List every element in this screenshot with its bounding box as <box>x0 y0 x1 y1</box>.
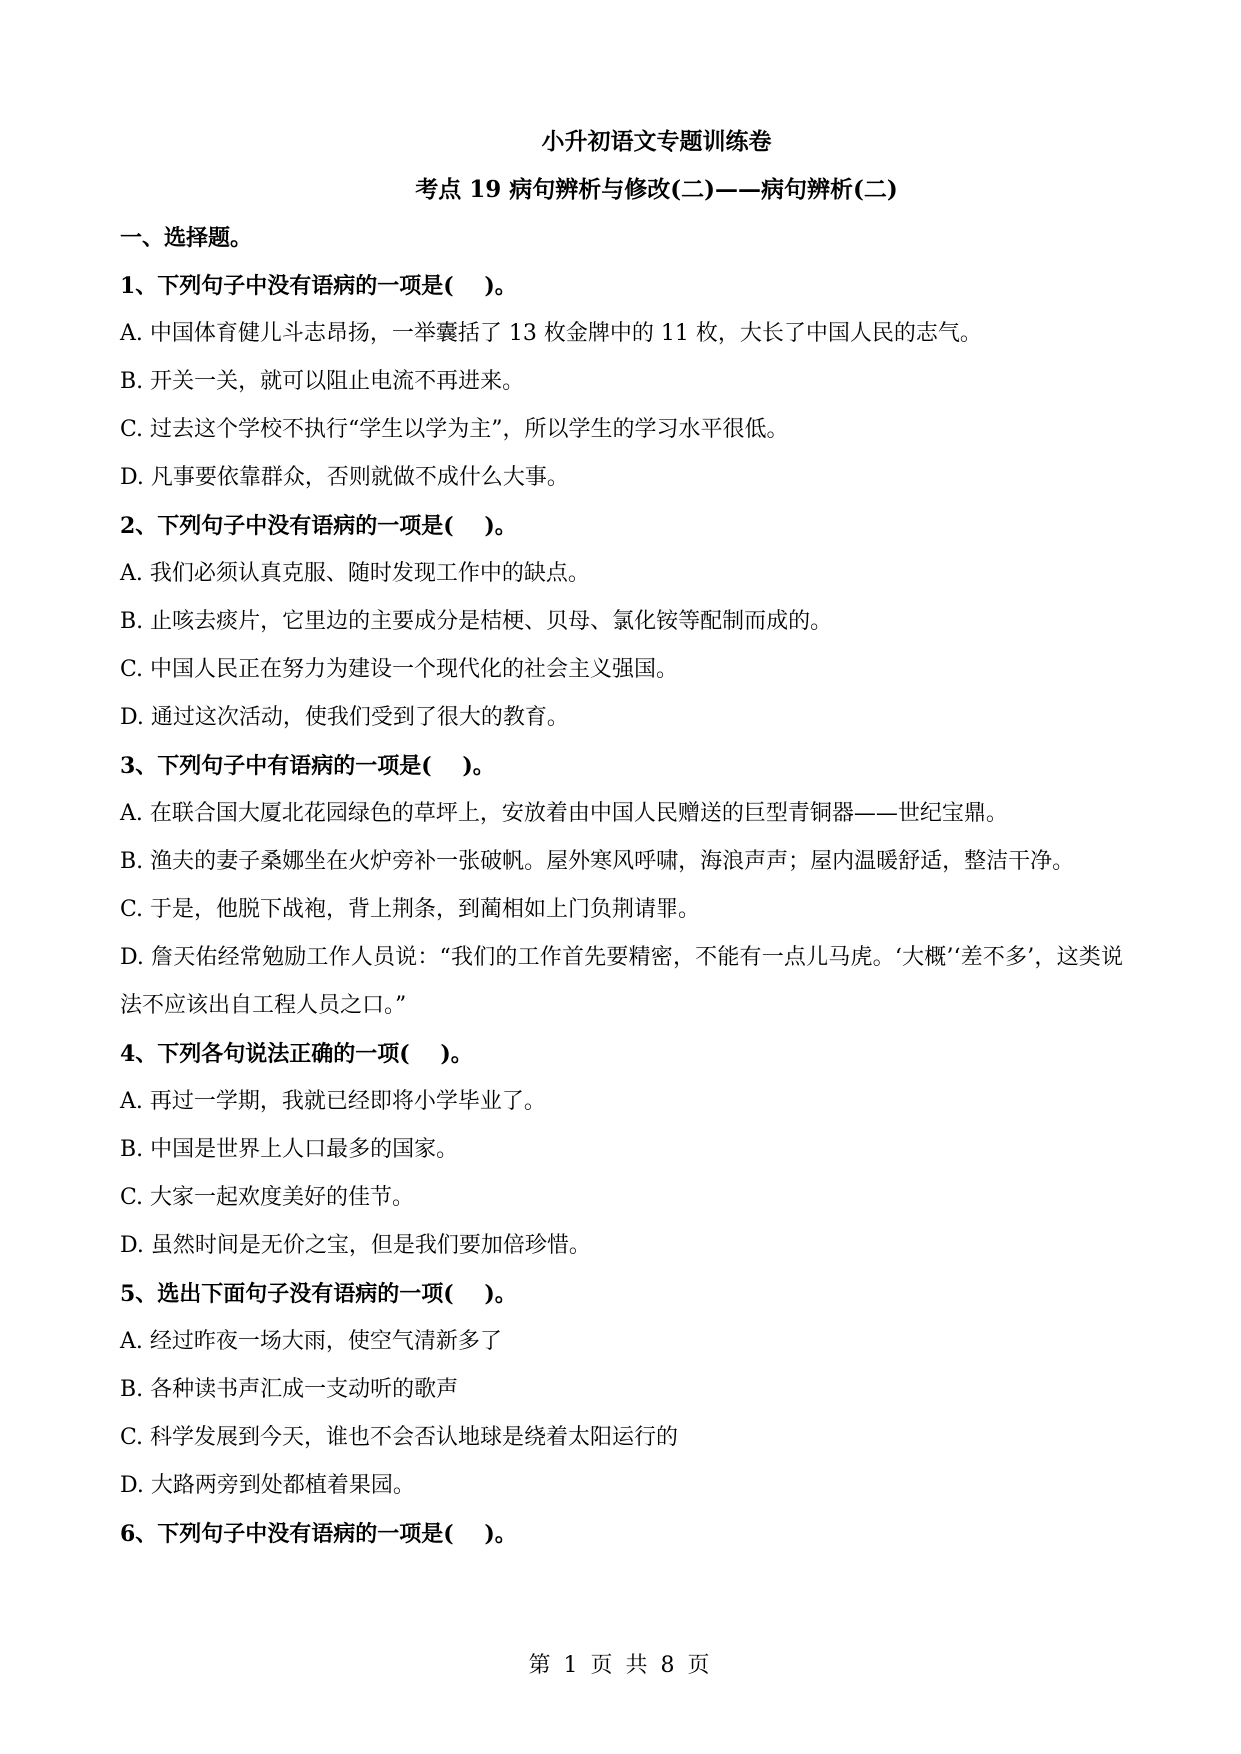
answer-option: D. 大路两旁到处都植着果园。 <box>120 1473 415 1498</box>
question-2 <box>120 502 1123 742</box>
answer-option: B. 各种读书声汇成一支动听的歌声 <box>120 1377 459 1402</box>
question-list <box>120 262 1123 1558</box>
question-stem: 2、下列句子中没有语病的一项是( )。 <box>120 513 517 539</box>
answer-option: B. 渔夫的妻子桑娜坐在火炉旁补一张破帆。屋外寒风呼啸，海浪声声；屋内温暖舒适，整洁干净。 <box>120 849 1075 874</box>
answer-option: D. 虽然时间是无价之宝，但是我们要加倍珍惜。 <box>120 1233 591 1258</box>
answer-option: A. 经过昨夜一场大雨，使空气清新多了 <box>120 1329 502 1354</box>
answer-option: D. 詹天佑经常勉励工作人员说：“我们的工作首先要精密，不能有一点儿马虎。‘大概’‘差不多’，这类说法不应该出自工程人员之口。” <box>120 945 1123 1018</box>
question-4 <box>120 1030 1123 1270</box>
answer-option: C. 过去这个学校不执行“学生以学为主”，所以学生的学习水平很低。 <box>120 417 789 442</box>
answer-option: B. 止咳去痰片，它里边的主要成分是桔梗、贝母、氯化铵等配制而成的。 <box>120 609 833 634</box>
question-stem: 3、下列句子中有语病的一项是( )。 <box>120 753 495 779</box>
question-3 <box>120 742 1123 1030</box>
answer-option: B. 中国是世界上人口最多的国家。 <box>120 1137 459 1162</box>
answer-option: A. 在联合国大厦北花园绿色的草坪上，安放着由中国人民赠送的巨型青铜器——世纪宝鼎。 <box>120 801 1008 826</box>
answer-option: C. 科学发展到今天，谁也不会否认地球是绕着太阳运行的 <box>120 1425 679 1450</box>
question-1 <box>120 262 1123 502</box>
question-5 <box>120 1270 1123 1510</box>
answer-option: A. 中国体育健儿斗志昂扬，一举囊括了 13 枚金牌中的 11 枚，大长了中国人民的志气。 <box>120 321 982 346</box>
question-stem: 6、下列句子中没有语病的一项是( )。 <box>120 1521 517 1547</box>
page-footer: 第 1 页 共 8 页 <box>528 1653 713 1678</box>
answer-option: D. 通过这次活动，使我们受到了很大的教育。 <box>120 705 569 730</box>
answer-option: C. 大家一起欢度美好的佳节。 <box>120 1185 415 1210</box>
answer-option: A. 我们必须认真克服、随时发现工作中的缺点。 <box>120 561 590 586</box>
document-title: 小升初语文专题训练卷 <box>541 128 772 155</box>
answer-option: C. 中国人民正在努力为建设一个现代化的社会主义强国。 <box>120 657 679 682</box>
question-6 <box>120 1510 1123 1558</box>
answer-option: A. 再过一学期，我就已经即将小学毕业了。 <box>120 1089 546 1114</box>
section-heading: 一、选择题。 <box>120 225 253 251</box>
question-stem: 1、下列句子中没有语病的一项是( )。 <box>120 273 517 299</box>
question-stem: 4、下列各句说法正确的一项( )。 <box>120 1041 473 1067</box>
document-subtitle: 考点 19 病句辨析与修改(二)——病句辨析(二) <box>415 176 898 203</box>
answer-option: B. 开关一关，就可以阻止电流不再进来。 <box>120 369 525 394</box>
answer-option: D. 凡事要依靠群众，否则就做不成什么大事。 <box>120 465 569 490</box>
question-stem: 5、选出下面句子没有语病的一项( )。 <box>120 1281 517 1307</box>
answer-option: C. 于是，他脱下战袍，背上荆条，到蔺相如上门负荆请罪。 <box>120 897 701 922</box>
